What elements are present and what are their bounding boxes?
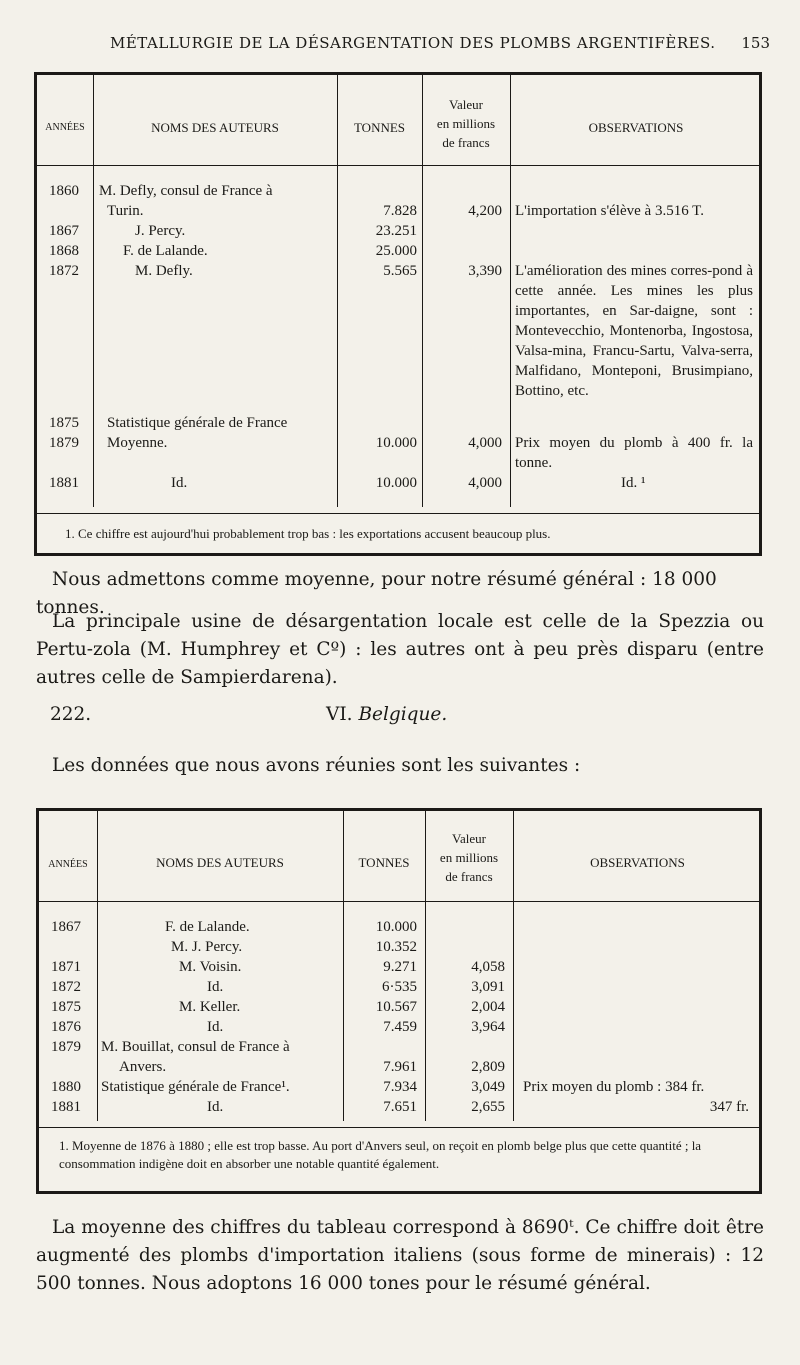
col-header-observations: OBSERVATIONS [588, 120, 684, 135]
valeur-value: 2,809 [471, 1059, 505, 1075]
valeur-value: 4,000 [468, 475, 502, 491]
running-title: MÉTALLURGIE DE LA DÉSARGENTATION DES PLOMBS ARGENTIFÈRES. [110, 34, 716, 52]
tonnes-value: 7.934 [383, 1079, 417, 1095]
tonnes-value: 25.000 [375, 243, 417, 259]
author: F. de Lalande. [123, 243, 208, 259]
observation: L'amélioration des mines corres-pond à cette année. Les mines les plus importantes, en Sar-daigne, sont : Montevecchio, Montenorba, Ingostosa, Valsa-mina, Francu-Sartu, Valva-serra, Malfidano, Monteponi, Brusimpiano, Bottino, etc. [515, 263, 753, 399]
col-header-valeur-line3: de francs [442, 135, 490, 150]
col-header-valeur-line1: Valeur [449, 97, 483, 112]
author: Id. [207, 979, 224, 995]
paragraph [36, 752, 764, 780]
col-header-observations: OBSERVATIONS [590, 855, 685, 870]
valeur-value: 3,049 [471, 1079, 505, 1095]
year: 1881 [49, 475, 79, 491]
year: 1867 [51, 919, 81, 935]
tonnes-value: 5.565 [383, 263, 417, 279]
year: 1860 [49, 183, 79, 199]
tonnes-value: 6·535 [382, 979, 417, 995]
year: 1872 [49, 263, 79, 279]
year: 1875 [51, 999, 81, 1015]
footnote: 1. Ce chiffre est aujourd'hui probablement trop bas : les exportations accusent beaucoup plus. [65, 526, 551, 541]
tonnes-value: 10.000 [375, 435, 417, 451]
valeur-value: 3,964 [471, 1019, 505, 1035]
running-header [110, 34, 770, 58]
col-header-valeur-line3: de francs [445, 869, 493, 884]
observation: L'importation s'élève à 3.516 T. [515, 203, 704, 219]
author: Id. [207, 1099, 224, 1115]
author: M. J. Percy. [171, 939, 243, 955]
observation: Prix moyen du plomb : 384 fr. [523, 1079, 705, 1095]
author: M. Defly, consul de France à [99, 183, 273, 199]
valeur-value: 4,200 [468, 203, 502, 219]
author: F. de Lalande. [165, 919, 250, 935]
author: Id. [171, 475, 188, 491]
author: M. Voisin. [179, 959, 242, 975]
col-header-auteurs: NOMS DES AUTEURS [151, 120, 279, 135]
year: 1875 [49, 415, 79, 431]
table-belgium [36, 808, 762, 1194]
col-header-valeur [422, 95, 510, 152]
author: M. Defly. [135, 263, 193, 279]
author: J. Percy. [135, 223, 186, 239]
year: 1879 [49, 435, 79, 451]
tonnes-value: 10.000 [375, 475, 417, 491]
year: 1871 [51, 959, 81, 975]
tonnes-value: 7.459 [383, 1019, 417, 1035]
col-header-tonnes: TONNES [358, 855, 410, 870]
tonnes-value: 7.828 [383, 203, 417, 219]
page-number: 153 [741, 34, 770, 52]
tonnes-value: 9.271 [383, 959, 417, 975]
paragraph [36, 608, 764, 692]
tonnes-value: 10.567 [375, 999, 417, 1015]
col-header-annees: ANNÉES [45, 122, 85, 133]
col-header-tonnes: TONNES [353, 120, 406, 135]
author: Id. [207, 1019, 224, 1035]
author: Moyenne. [107, 435, 168, 451]
section-number: 222. [50, 704, 92, 725]
year: 1879 [51, 1039, 81, 1055]
section-title [326, 704, 447, 725]
observation: 347 fr. [709, 1099, 749, 1115]
section-name: Belgique. [358, 704, 448, 725]
year: 1876 [51, 1019, 81, 1035]
valeur-value: 3,091 [471, 979, 505, 995]
footnote: 1. Moyenne de 1876 à 1880 ; elle est trop basse. Au port d'Anvers seul, on reçoit en plomb belge plus que cette quantité ; la consommation indigène doit en absorber une notable quantité également. [59, 1138, 702, 1171]
observation: Id. ¹ [621, 475, 646, 491]
col-header-annees: ANNÉES [48, 859, 88, 870]
year: 1867 [49, 223, 79, 239]
col-header-valeur-line2: en millions [439, 850, 499, 865]
tonnes-value: 23.251 [375, 223, 417, 239]
year: 1872 [51, 979, 81, 995]
tonnes-value: 7.961 [383, 1059, 417, 1075]
author: Turin. [107, 203, 144, 219]
valeur-value: 3,390 [468, 263, 502, 279]
paragraph-text: La principale usine de désargentation locale est celle de la Spezzia ou Pertu-zola (M. Humphrey et Cº) : les autres ont à peu près disparu (entre autres celle de Sampierdarena). [36, 611, 764, 688]
valeur-value: 4,058 [471, 959, 505, 975]
section-roman: VI. [326, 704, 353, 725]
paragraph-text: La moyenne des chiffres du tableau correspond à 8690ᵗ. Ce chiffre doit être augmenté des plombs d'importation italiens (sous forme de minerais) : 12 500 tonnes. Nous adoptons 16 000 tones pour le résumé général. [36, 1217, 764, 1294]
tonnes-value: 10.352 [375, 939, 417, 955]
tonnes-value: 10.000 [375, 919, 417, 935]
year: 1868 [49, 243, 79, 259]
paragraph-text: Les données que nous avons réunies sont les suivantes : [52, 755, 581, 776]
col-header-valeur-line2: en millions [436, 116, 496, 131]
paragraph [36, 1214, 764, 1298]
table-italy [34, 72, 762, 556]
observation: Prix moyen du plomb à 400 fr. la tonne. [515, 435, 753, 471]
author: M. Keller. [179, 999, 241, 1015]
valeur-value: 2,004 [471, 999, 505, 1015]
author: Statistique générale de France¹. [101, 1079, 290, 1095]
author: M. Bouillat, consul de France à [101, 1039, 290, 1055]
year: 1880 [51, 1079, 81, 1095]
author: Statistique générale de France [107, 415, 288, 431]
col-header-auteurs: NOMS DES AUTEURS [156, 855, 284, 870]
valeur-value: 2,655 [471, 1099, 505, 1115]
tonnes-value: 7.651 [383, 1099, 417, 1115]
author: Anvers. [119, 1059, 167, 1075]
col-header-valeur [425, 829, 513, 886]
col-header-valeur-line1: Valeur [452, 831, 486, 846]
year: 1881 [51, 1099, 81, 1115]
valeur-value: 4,000 [468, 435, 502, 451]
paragraph-text: Nous admettons comme moyenne, pour notre résumé général : 18 000 tonnes. [36, 569, 717, 618]
